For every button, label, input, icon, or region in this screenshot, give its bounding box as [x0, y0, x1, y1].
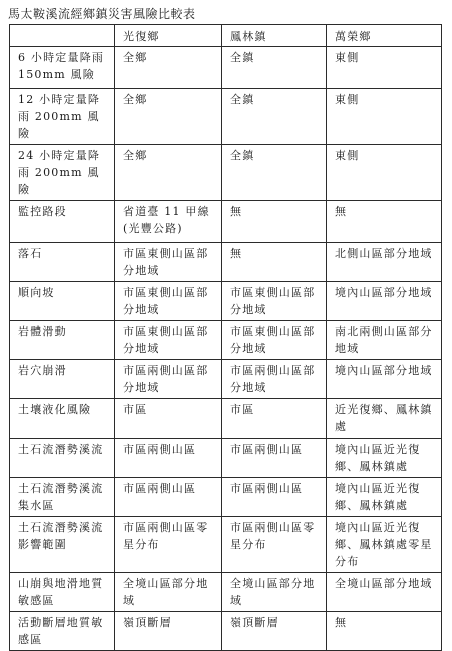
cell-wanrong: 南北兩側山區部分地域 — [327, 321, 442, 360]
cell-fenglin: 市區兩側山區 — [222, 439, 327, 478]
table-row — [10, 399, 442, 439]
cell-fenglin: 市區兩側山區 — [222, 478, 327, 517]
header-corner-cell — [10, 25, 115, 47]
table-row — [10, 145, 442, 201]
table-row — [10, 89, 442, 145]
table-row — [10, 573, 442, 612]
cell-wanrong: 境內山區近光復鄉、鳳林鎮處 — [327, 439, 442, 478]
table-row — [10, 360, 442, 399]
cell-guangfu: 市區東側山區部分地域 — [115, 243, 222, 282]
cell-fenglin: 全鎮 — [222, 89, 327, 145]
row-label-cell: 土壤液化風險 — [10, 399, 115, 439]
cell-guangfu: 市區兩側山區 — [115, 439, 222, 478]
table-row — [10, 282, 442, 321]
page-title: 馬太鞍溪流經鄉鎮災害風險比較表 — [8, 7, 196, 21]
row-label-cell: 監控路段 — [10, 201, 115, 243]
cell-guangfu: 全境山區部分地域 — [115, 573, 222, 612]
cell-wanrong: 無 — [327, 201, 442, 243]
row-label-cell: 山崩與地滑地質敏感區 — [10, 573, 115, 612]
cell-guangfu: 市區東側山區部分地域 — [115, 282, 222, 321]
cell-fenglin: 市區 — [222, 399, 327, 439]
header-fenglin: 鳳林鎮 — [222, 25, 327, 47]
cell-wanrong: 北側山區部分地域 — [327, 243, 442, 282]
cell-wanrong: 東側 — [327, 145, 442, 201]
cell-guangfu: 市區東側山區部分地域 — [115, 321, 222, 360]
row-label-cell: 岩體滑動 — [10, 321, 115, 360]
row-label-cell: 24 小時定量降雨 200mm 風險 — [10, 145, 115, 201]
table-row — [10, 612, 442, 651]
cell-fenglin: 嶺頂斷層 — [222, 612, 327, 651]
table-row — [10, 201, 442, 243]
cell-guangfu: 市區兩側山區 — [115, 478, 222, 517]
cell-wanrong: 近光復鄉、鳳林鎮處 — [327, 399, 442, 439]
cell-guangfu: 全鄉 — [115, 89, 222, 145]
cell-guangfu: 嶺頂斷層 — [115, 612, 222, 651]
row-label-cell: 6 小時定量降雨 150mm 風險 — [10, 47, 115, 89]
cell-wanrong: 東側 — [327, 89, 442, 145]
cell-wanrong: 境內山區近光復鄉、鳳林鎮處 — [327, 478, 442, 517]
cell-fenglin: 無 — [222, 201, 327, 243]
table-row — [10, 321, 442, 360]
row-label-cell: 土石流潛勢溪流影響範圍 — [10, 517, 115, 573]
cell-guangfu: 省道臺 11 甲線 (光豐公路) — [115, 201, 222, 243]
cell-fenglin: 市區兩側山區零星分布 — [222, 517, 327, 573]
cell-fenglin: 全境山區部分地域 — [222, 573, 327, 612]
cell-wanrong: 境內山區部分地域 — [327, 360, 442, 399]
cell-fenglin: 全鎮 — [222, 47, 327, 89]
cell-fenglin: 市區東側山區部分地域 — [222, 282, 327, 321]
cell-guangfu: 市區兩側山區部分地域 — [115, 360, 222, 399]
row-label-cell: 落石 — [10, 243, 115, 282]
cell-wanrong: 無 — [327, 612, 442, 651]
cell-fenglin: 市區東側山區部分地域 — [222, 321, 327, 360]
cell-wanrong: 境內山區部分地域 — [327, 282, 442, 321]
cell-fenglin: 全鎮 — [222, 145, 327, 201]
row-label-cell: 12 小時定量降雨 200mm 風險 — [10, 89, 115, 145]
table-row — [10, 517, 442, 573]
row-label-cell: 土石流潛勢溪流 — [10, 439, 115, 478]
table-row — [10, 478, 442, 517]
header-wanrong: 萬榮鄉 — [327, 25, 442, 47]
table-row — [10, 47, 442, 89]
row-label-cell: 順向坡 — [10, 282, 115, 321]
risk-comparison-table — [9, 24, 442, 651]
cell-wanrong: 全境山區部分地域 — [327, 573, 442, 612]
row-label-cell: 岩穴崩滑 — [10, 360, 115, 399]
table-header-row — [10, 25, 442, 47]
cell-guangfu: 全鄉 — [115, 145, 222, 201]
cell-wanrong: 東側 — [327, 47, 442, 89]
row-label-cell: 活動斷層地質敏感區 — [10, 612, 115, 651]
cell-guangfu: 市區兩側山區零星分布 — [115, 517, 222, 573]
table-row — [10, 439, 442, 478]
cell-wanrong: 境內山區近光復鄉、鳳林鎮處零星分布 — [327, 517, 442, 573]
cell-fenglin: 市區兩側山區部分地域 — [222, 360, 327, 399]
cell-guangfu: 全鄉 — [115, 47, 222, 89]
cell-fenglin: 無 — [222, 243, 327, 282]
cell-guangfu: 市區 — [115, 399, 222, 439]
header-guangfu: 光復鄉 — [115, 25, 222, 47]
table-row — [10, 243, 442, 282]
row-label-cell: 土石流潛勢溪流集水區 — [10, 478, 115, 517]
